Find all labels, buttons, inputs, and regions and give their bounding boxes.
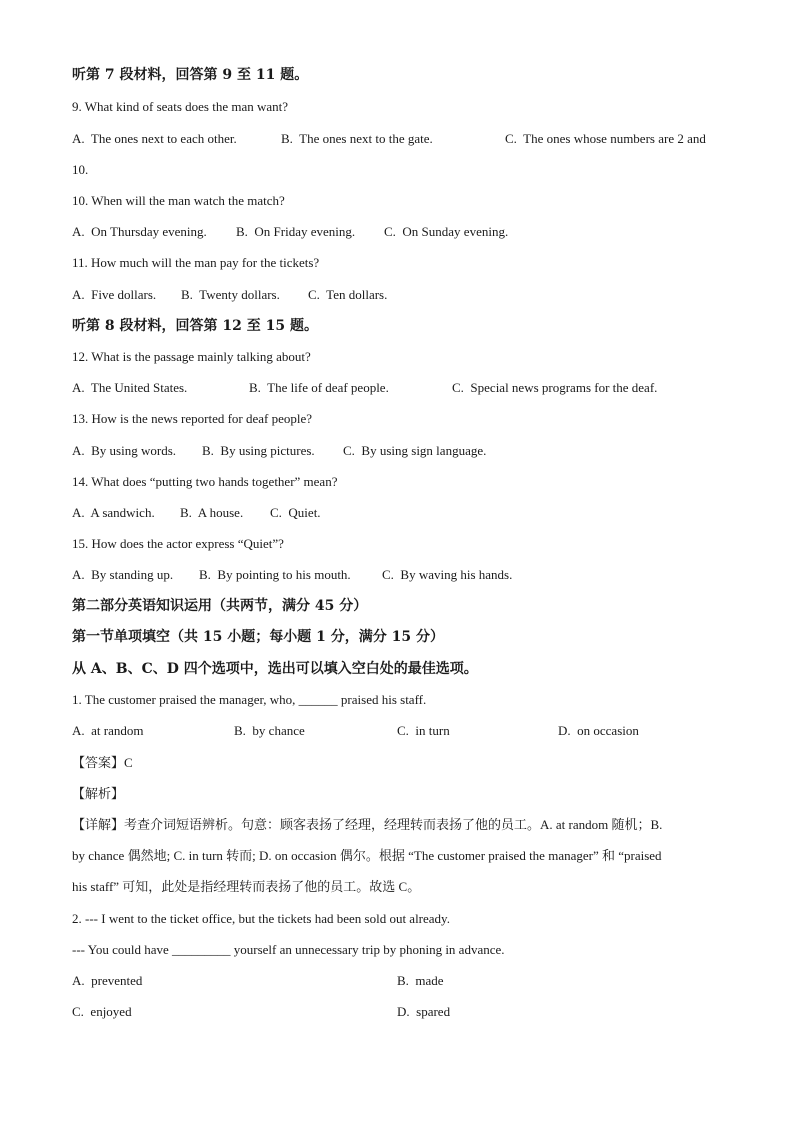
mc1-option-c: C. in turn — [397, 723, 450, 738]
answer-value: C — [124, 755, 133, 770]
question-13-stem: 13. How is the news reported for deaf people? — [72, 411, 313, 426]
question-10-option-c: C. On Sunday evening. — [384, 224, 509, 239]
question-11-option-c: C. Ten dollars. — [308, 287, 388, 302]
question-12-option-b: B. The life of deaf people. — [249, 380, 389, 395]
question-13-option-b: B. By using pictures. — [202, 443, 315, 458]
question-10-option-b: B. On Friday evening. — [236, 224, 356, 239]
question-13-option-a: A. By using words. — [72, 443, 177, 458]
question-9-option-c: C. The ones whose numbers are 2 and — [505, 131, 706, 146]
mc1-stem: 1. The customer praised the manager, who, ______ praised his staff. — [72, 692, 427, 707]
section1-heading: 第一节单项填空（共 15 小题；每小题 1 分，满分 15 分） — [72, 629, 444, 645]
question-12-stem: 12. What is the passage mainly talking about? — [72, 349, 311, 364]
question-11-option-b: B. Twenty dollars. — [181, 287, 280, 302]
question-15-option-c: C. By waving his hands. — [382, 567, 513, 582]
mc1-answer — [72, 755, 133, 771]
question-10-option-a: A. On Thursday evening. — [72, 224, 207, 239]
part2-heading: 第二部分英语知识运用（共两节，满分 45 分） — [72, 598, 368, 614]
question-15-option-b: B. By pointing to his mouth. — [199, 567, 351, 582]
section-heading-8: 听第 8 段材料，回答第 12 至 15 题。 — [72, 318, 318, 334]
question-9-option-c-continued: 10. — [72, 162, 89, 177]
section-heading-7: 听第 7 段材料，回答第 9 至 11 题。 — [72, 67, 309, 83]
mc2-option-a: A. prevented — [72, 973, 143, 988]
question-14-stem: 14. What does “putting two hands together” mean? — [72, 474, 338, 489]
mc1-option-b: B. by chance — [234, 723, 305, 738]
mc2-reply: --- You could have _________ yourself an unnecessary trip by phoning in advance. — [72, 942, 505, 957]
question-10-stem: 10. When will the man watch the match? — [72, 193, 285, 208]
question-12-option-a: A. The United States. — [72, 380, 188, 395]
question-9-option-a: A. The ones next to each other. — [72, 131, 237, 146]
question-14-option-c: C. Quiet. — [270, 505, 321, 520]
mc2-option-b: B. made — [397, 973, 444, 988]
question-12-option-c: C. Special news programs for the deaf. — [452, 380, 658, 395]
mc1-option-a: A. at random — [72, 723, 144, 738]
mc1-detail-line-2: by chance 偶然地; C. in turn 转而; D. on occasion 偶尔。根据 “The customer praised the manager” 和 “praised — [72, 848, 662, 863]
question-15-option-a: A. By standing up. — [72, 567, 174, 582]
question-9-option-b: B. The ones next to the gate. — [281, 131, 433, 146]
question-13-option-c: C. By using sign language. — [343, 443, 487, 458]
answer-tag: 【答案】 — [72, 755, 125, 770]
mc1-analysis-tag: 【解析】 — [72, 786, 125, 801]
question-11-stem: 11. How much will the man pay for the tickets? — [72, 255, 320, 270]
mc1-option-d: D. on occasion — [558, 723, 639, 738]
question-9-stem: 9. What kind of seats does the man want? — [72, 99, 289, 114]
mc2-option-d: D. spared — [397, 1004, 451, 1019]
question-14-option-a: A. A sandwich. — [72, 505, 155, 520]
question-11-option-a: A. Five dollars. — [72, 287, 157, 302]
question-14-option-b: B. A house. — [180, 505, 244, 520]
mc2-stem: 2. --- I went to the ticket office, but the tickets had been sold out already. — [72, 911, 450, 926]
section1-instruction: 从 A、B、C、D 四个选项中，选出可以填入空白处的最佳选项。 — [72, 661, 478, 677]
mc1-detail-line-3: his staff” 可知，此处是指经理转而表扬了他的员工。故选 C。 — [72, 879, 421, 894]
mc2-option-c: C. enjoyed — [72, 1004, 132, 1019]
mc1-detail-line-1: 【详解】考查介词短语辨析。句意：顾客表扬了经理，经理转而表扬了他的员工。A. at random 随机；B. — [72, 817, 663, 832]
question-15-stem: 15. How does the actor express “Quiet”? — [72, 536, 284, 551]
